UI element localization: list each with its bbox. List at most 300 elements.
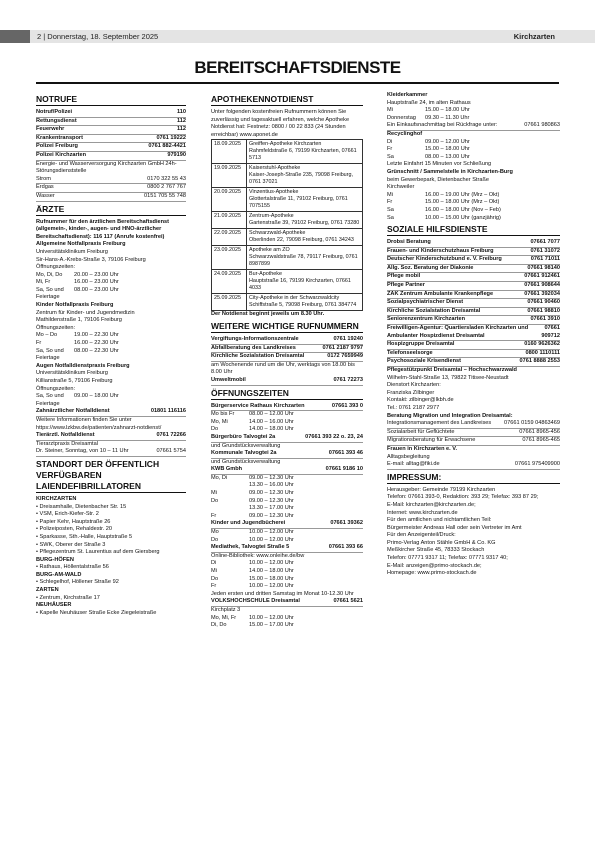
hours-time: 16.00 – 22.30 Uhr (74, 340, 119, 347)
row-value: 0172 7659949 (327, 353, 363, 360)
hours-time: 15.00 – 18.00 Uhr (Mrz – Okt) (425, 199, 500, 206)
page-title: BEREITSCHAFTSDIENSTE (36, 58, 559, 84)
hours-day: Mo – Do (36, 332, 58, 339)
text-line: Öffnungszeiten: (36, 264, 76, 271)
text-line: Meßkircher Straße 45, 78333 Stockach (387, 547, 485, 554)
row-value: 0761 8888 2553 (519, 358, 560, 365)
hours-time: 15.00 – 17.00 Uhr (249, 622, 294, 629)
defi-item: • Sparkasse, Sth.-Halle, Hauptstraße 5 (36, 533, 133, 540)
text-line: Franziska Zilbinger (387, 389, 435, 396)
gruen-title: Grünschnitt / Sammelstelle in Kirchzarten-Burg (387, 168, 513, 175)
hours-time: 19.00 – 22.30 Uhr (74, 332, 119, 339)
hours-day: Mi (211, 490, 217, 497)
row-label: Integrationsmanagement des Landkreises (387, 420, 492, 427)
apotheke-row (212, 270, 363, 294)
apotheke-info: Schwarzwald-Apotheke Oberlinden 22, 79098 Freiburg, 0761 34243 (247, 229, 363, 246)
row-value: 112 (176, 126, 186, 133)
practice-title: Augen Notfalldienstpraxis Freiburg (36, 362, 130, 369)
hours-time: 10.00 – 12.00 Uhr (249, 583, 294, 590)
hours-day: Do (211, 497, 219, 504)
info-row (387, 273, 560, 282)
apotheke-date: 19.09.2025 (212, 164, 247, 188)
apotheke-row (212, 164, 363, 188)
text-line: Öffnungszeiten: (36, 385, 76, 392)
apotheke-info: Bur-Apotheke Hauptstraße 16, 79199 Kirchzarten, 07661 4033 (247, 270, 363, 294)
row-value: 0761 71011 (530, 256, 560, 263)
hours-time: 09.30 – 11.30 Uhr (425, 114, 470, 121)
hours-day: Fr (211, 512, 217, 519)
hours-day: Mo, Mi, Fr (211, 614, 237, 621)
oeffnung-title-row (211, 434, 363, 443)
apotheke-date: 22.09.2025 (212, 229, 247, 246)
info-row (387, 308, 560, 317)
defi-item: • Zentrum, Kirchstraße 17 (36, 594, 100, 601)
defi-group-name: BURG-HÖFEN (36, 556, 74, 563)
text-line: Killianstraße 5, 79106 Freiburg (36, 378, 113, 384)
text-line: Telefon: 07661 393-0, Redaktion: 393 29; Telefax: 393 87 29; (387, 494, 539, 501)
text-line: Öffnungszeiten: (36, 324, 76, 331)
hours-time: 13.30 – 16.00 Uhr (249, 482, 294, 489)
hours-grid (387, 107, 560, 122)
defi-heading: STANDORT DER ÖFFENTLICH VERFÜGBAREN LAIENDEFIBRILLATOREN (36, 459, 186, 493)
apotheke-row (212, 140, 363, 164)
oeffnung-sub: Kirchplatz 3 (211, 606, 241, 613)
apotheke-info: Greiffen-Apotheke Kirchzarten Rahmfeldstraße 6, 79199 Kirchzarten, 07661 5713 (247, 140, 363, 164)
notrufe-heading: NOTRUFE (36, 94, 186, 106)
apotheke-info: Kaiserstuhl-Apotheke Kaiser-Joseph-Straße 235, 79098 Freiburg, 0761 37021 (247, 164, 363, 188)
row-value: 979190 (167, 151, 186, 158)
oeffnung-text: und Grundstücksverwaltung (211, 458, 281, 465)
oeffnung-title: Bürgerbüro Talvogtei 2a (211, 433, 276, 440)
row-value: 0800 2 767 767 (147, 184, 186, 191)
info-row (387, 350, 560, 359)
info-row (387, 420, 560, 429)
hours-grid (211, 475, 363, 521)
hours-grid (211, 411, 363, 434)
hours-day: Di (211, 560, 217, 567)
apotheken-table (211, 139, 363, 311)
frauen-phone: 07661 975409900 (514, 461, 560, 468)
row-label: Notruf/Polizei (36, 109, 73, 115)
defi-item: • Kapelle Neuhäuser Straße Ecke Ziegeleistraße (36, 609, 157, 616)
hours-day: Fr (387, 146, 393, 153)
defi-item-text: SWK, Oberer der Straße 3 (39, 541, 106, 548)
hours-time: 08.00 – 13.00 Uhr (425, 153, 470, 160)
oeffnung-title: Kommunale Talvogtei 2a (211, 450, 277, 457)
row-value: 0170 322 55 43 (147, 175, 186, 182)
row-label: Seniorenzentrum Kirchzarten (387, 316, 466, 323)
text-line: beim Gewerbepark, Dietenbacher Straße (387, 176, 489, 183)
hours-day: Do (211, 575, 219, 582)
defi-item-text: Schlegelhof, Höllener Straße 92 (39, 579, 119, 586)
info-row (211, 353, 363, 362)
page-number-block (0, 30, 30, 43)
hours-time: 14.00 – 18.00 Uhr (249, 568, 294, 574)
oeffnung-title-row (211, 520, 363, 529)
oeffnung-title: VOLKSHOCHSCHULE Dreisamtal (211, 598, 300, 605)
row-label: Polizei Freiburg (36, 143, 78, 150)
apotheke-date: 21.09.2025 (212, 212, 247, 229)
zahn-row: Zahnärztlicher Notfalldienst 01801 116116 (36, 408, 186, 417)
oeffnung-title-row (211, 466, 363, 475)
defi-item-text: Zentrum, Kirchstraße 17 (39, 594, 100, 601)
text-line: Bürgermeister Andreas Hall oder sein Vertreter im Amt (387, 524, 522, 531)
practice-title: Kinder Notfallpraxis Freiburg (36, 302, 114, 309)
apotheke-info: Vinzentius-Apotheke Glottertalstraße 11, 79102 Freiburg, 0761 7075155 (247, 188, 363, 212)
aerzte-heading: ÄRZTE (36, 204, 186, 216)
kleider-note (387, 122, 560, 131)
header-section: Kirchzarten (513, 32, 555, 41)
text-line: Universitätsklinikum Freiburg (36, 248, 108, 255)
practice-title: Allgemeine Notfallpraxis Freiburg (36, 241, 126, 248)
defi-item: • Rathaus, Höllentalstraße 56 (36, 564, 109, 571)
hours-day (211, 482, 249, 490)
hours-time: 10.00 – 15.00 Uhr (ganzjährig) (425, 214, 501, 221)
apotheke-row (212, 246, 363, 270)
text-line: Sir-Hans-A.-Krebs-Straße 3, 79106 Freiburg (36, 256, 146, 263)
apotheken-note: Der Notdienst beginnt jeweils um 8.30 Uhr. (211, 311, 325, 318)
row-label: Frauen- und Kinderschutzhaus Freiburg (387, 247, 494, 254)
hours-day: Mi, Fr (36, 279, 51, 286)
row-value: 07661 3910 (530, 316, 560, 323)
info-row (36, 109, 186, 118)
text-line: Alltagsbegleitung (387, 453, 430, 460)
info-row (387, 429, 560, 438)
hours-time: 08.00 – 22.30 Uhr (74, 347, 119, 354)
frauen-title: Frauen in Kirchzarten e. V. (387, 445, 458, 452)
hours-day: Do (211, 536, 219, 543)
oeffnung-title: Kinder und Jugendbücherei (211, 520, 286, 527)
column-2 (211, 92, 363, 630)
row-label: Pflege mobil (387, 273, 421, 280)
hours-grid (36, 272, 186, 302)
row-label: ZAK Zentrum Ambulante Krankenpflege (387, 290, 494, 297)
defi-item-text: VSM, Erich-Kiefer-Str. 2 (39, 511, 99, 518)
defi-item-text: Polizeiposten, Rehaldestr. 20 (39, 526, 112, 533)
defi-item-text: Dreisamhalle, Dietenbacher Str. 15 (39, 503, 127, 510)
frauen-contact (387, 461, 560, 470)
hours-day: Mo, Mi (211, 418, 228, 425)
info-row (387, 299, 560, 308)
row-label: Drobsi Beratung (387, 239, 431, 246)
defi-item: • Polizeiposten, Rehaldestr. 20 (36, 526, 112, 533)
row-label: Vergiftungs-Informationszentrale (211, 335, 299, 342)
row-value: 112 (176, 117, 186, 124)
hours-day: Di (387, 138, 393, 145)
row-value: 07661 908644 (524, 282, 560, 289)
defi-item: • VSM, Erich-Kiefer-Str. 2 (36, 511, 99, 518)
hours-time: 16.00 – 23.00 Uhr (74, 279, 119, 286)
text-line: Für den amtlichen und nichtamtlichen Teil: (387, 517, 492, 524)
hours-time: 08.00 – 12.00 Uhr (249, 411, 294, 418)
text-line: Zentrum für Kinder- und Jugendmedizin (36, 309, 135, 316)
hours-time: 09.00 – 18.00 Uhr (74, 393, 119, 400)
row-value: 07661 98140 (527, 264, 560, 271)
row-label: Kirchliche Sozialstation Dreisamtal (387, 307, 481, 314)
row-label: Feuerwehr (36, 126, 65, 133)
row-label: Allg. Soz. Beratung der Diakonie (387, 264, 474, 271)
hours-grid (387, 139, 560, 162)
zahn-text: Weitere Informationen finden Sie unter https://www.lzkbw.de/patienten/zahnarzt-notdienst/ (36, 416, 162, 431)
defi-item-text: Kapelle Neuhäuser Straße Ecke Ziegeleistraße (39, 609, 157, 616)
defi-item-text: Sparkasse, Sth.-Halle, Hauptstraße 5 (39, 533, 133, 540)
hours-day: Mo, Di, Do (36, 271, 63, 278)
aerzte-intro: Rufnummer für den ärztlichen Bereitschaftsdienst (allgemein-, kinder-, augen- und HNO-ärztlicher Bereitschaftsdienst): 116 117 (Anrufe kostenfrei) (36, 218, 170, 240)
apotheke-date: 25.09.2025 (212, 294, 247, 311)
info-row (387, 248, 560, 257)
recycling-note: Letzte Einfahrt 15 Minuten vor Schließung (387, 161, 492, 168)
row-value: 07661 8965-456 (519, 428, 560, 435)
text-line: Kirchweiler (387, 184, 415, 191)
hours-day: Mo bis Fr (211, 411, 235, 418)
defi-item: • Schlegelhof, Höllener Straße 92 (36, 579, 119, 586)
hours-time: 09.00 – 12.30 Uhr (249, 512, 294, 519)
oeffnung-title-row (211, 598, 363, 607)
info-row (387, 256, 560, 265)
oeffnung-phone: 07661 5621 (333, 598, 363, 605)
hours-time: 15.00 – 18.00 Uhr (425, 107, 470, 114)
hours-time: 09.00 – 12.30 Uhr (249, 474, 294, 481)
row-value: 07661 912461 (524, 273, 560, 280)
row-label: Strom (36, 175, 51, 182)
text-line: Für den Anzeigenteil/Druck: (387, 532, 456, 539)
oeffnung-note: Jeden ersten und dritten Samstag im Monat 10-12.30 Uhr (211, 590, 354, 597)
hours-day: Di, Do (211, 622, 227, 629)
row-label: Telefonseelsorge (387, 349, 433, 356)
tier-text: Tierarztpraxis Dreisamtal (36, 440, 98, 447)
info-row (36, 152, 186, 161)
row-label: Sozialarbeit für Geflüchtete (387, 428, 455, 435)
oeffnung-phone: 07661 39362 (330, 520, 363, 527)
tier-row: Tierärztl. Notfalldienst 0761 72266 (36, 432, 186, 441)
info-row (36, 143, 186, 152)
row-label: Pflege Partner (387, 282, 425, 289)
oeffnung-title-row (211, 403, 363, 412)
apotheken-intro: Unter folgenden kostenfreien Rufnummern können Sie zuverlässig und tagesaktuell erfahren, welche Apotheke Notdienst hat: Festnetz: 0800 / 00 22 833 (24 Stunden erreichbar) www.aponet.de (211, 109, 350, 138)
hours-time: 10.00 – 12.00 Uhr (249, 529, 294, 536)
info-row (387, 437, 560, 446)
weitere-heading: WEITERE WICHTIGE RUFNUMMERN (211, 321, 363, 333)
hours-day: Fr (211, 583, 217, 590)
tier2-row: Dr. Steiner, Sonntag, von 10 – 11 Uhr 07661 5754 (36, 448, 186, 457)
hours-day: Sa, So und Feiertage (36, 347, 64, 362)
apotheke-info: City-Apotheke in der Schwarzwaldcity Schiffstraße 5, 79098 Freiburg, 0761 384774 (247, 294, 363, 311)
hours-time: 13.30 – 17.00 Uhr (249, 505, 294, 512)
hours-day: Sa, So und Feiertage (36, 286, 64, 301)
info-row (36, 176, 186, 185)
row-label: Kirchliche Sozialstation Dreisamtal (211, 353, 305, 360)
row-value: 07661 909712 (541, 325, 560, 339)
frauen-email: E-mail: alltag@fiki.de (387, 461, 440, 468)
hours-day: Sa (387, 153, 394, 160)
hours-time: 15.00 – 18.00 Uhr (425, 146, 470, 153)
note-phone: 07661 980863 (524, 122, 560, 129)
oeffnung-phone: 07661 393 46 (328, 450, 363, 457)
info-row (387, 325, 560, 341)
text-line: Internet: www.kirchzarten.de (387, 509, 458, 516)
hours-day: Donnerstag (387, 114, 416, 121)
apotheke-row (212, 188, 363, 212)
hours-time: 08.00 – 23.00 Uhr (74, 286, 119, 293)
text-line: Herausgeber: Gemeinde 79199 Kirchzarten (387, 486, 496, 493)
hours-day: Fr (36, 340, 42, 347)
text-line: Homepage: www.primo-stockach.de (387, 570, 477, 577)
row-value: 0160 9626362 (524, 341, 560, 348)
row-label: Wasser (36, 192, 55, 199)
text-line: Telefon: 07771 9317 11; Telefax: 07771 9317 40; (387, 555, 508, 562)
apotheke-row (212, 229, 363, 246)
defi-item-text: Papier Kehr, Hauptstraße 26 (39, 518, 111, 525)
hours-day: Fr (387, 199, 393, 206)
oeffnung-text: und Grundstücksverwaltung (211, 442, 281, 449)
info-row (387, 316, 560, 325)
umwelt-row: Umweltmobil 0761 72273 (211, 377, 363, 386)
hours-time: 10.00 – 12.00 Uhr (249, 536, 294, 543)
row-label: Abfallberatung des Landkreises (211, 344, 296, 351)
row-label: Hospizgruppe Dreisamtal (387, 341, 455, 348)
oeffnung-title: Bürgerservice Rathaus Kirchzarten (211, 402, 305, 409)
hours-time: 09.00 – 12.00 Uhr (425, 138, 470, 145)
defi-group-name: BURG-AM-WALD (36, 571, 82, 578)
oeffnung-title-row (211, 544, 363, 553)
defi-group-name: ZARTEN (36, 587, 59, 594)
hours-time: 16.00 – 19.00 Uhr (Mrz – Okt) (425, 191, 500, 198)
row-label: Migrationsberatung für Erwachsene (387, 437, 476, 444)
info-row (211, 345, 363, 354)
apotheke-date: 24.09.2025 (212, 270, 247, 294)
hours-time: 10.00 – 12.00 Uhr (249, 614, 294, 621)
hours-day: Sa (387, 214, 394, 221)
apotheke-info: Apotheke am ZO Schwarzwaldstraße 78, 79117 Freiburg, 0761 8987899 (247, 246, 363, 270)
hours-day: Do (211, 426, 219, 433)
info-row (36, 118, 186, 127)
row-value: 07661 7077 (530, 239, 560, 246)
defi-item: • Dreisamhalle, Dietenbacher Str. 15 (36, 503, 127, 510)
hours-time: 16.00 – 18.00 Uhr (Nov – Feb) (425, 206, 501, 213)
defi-group-name: NEUHÄUSER (36, 602, 72, 609)
text-line: Primo-Verlag Anton Stähle GmbH & Co. KG (387, 539, 496, 546)
oeffnung-phone: 07661 393 0 (331, 402, 363, 409)
apotheke-row (212, 212, 363, 229)
defi-item: • SWK, Oberer der Straße 3 (36, 541, 106, 548)
impressum-heading: IMPRESSUM: (387, 472, 560, 484)
beratung-title: Beratung Migration und Integration Dreisamtal: (387, 412, 513, 419)
row-value: 0800 1110111 (525, 349, 560, 356)
oeffnung-title: Mediathek, Talvogtei Straße 5 (211, 544, 290, 551)
row-label: Rettungsdienst (36, 117, 77, 124)
oeffnung-phone: 07661 9186 10 (325, 466, 363, 473)
row-value: 07661 98810 (527, 307, 560, 314)
info-row (387, 282, 560, 291)
apotheken-heading: APOTHEKENNOTDIENST (211, 94, 363, 106)
row-value: 07661 392034 (524, 290, 560, 297)
oeffnung-phone: 07661 393 22 o. 23, 24 (305, 433, 363, 440)
kleider-title: Kleiderkammer (387, 92, 428, 98)
hours-day: Mo (211, 529, 219, 536)
hours-grid (387, 192, 560, 222)
info-row (36, 135, 186, 144)
info-row (387, 358, 560, 367)
info-row (387, 265, 560, 274)
info-row (387, 239, 560, 248)
hours-time: 14.00 – 18.00 Uhr (249, 426, 294, 433)
oeffnung-phone: 07661 393 66 (328, 544, 363, 551)
apotheke-date: 20.09.2025 (212, 188, 247, 212)
row-value: 07661 0159 04863469 (504, 420, 560, 427)
header-bar (0, 30, 595, 43)
text-line: Mathildenstraße 1, 79106 Freiburg (36, 317, 122, 324)
text-line: Wilhelm-Stahl-Straße 13, 79822 Titisee-Neustadt (387, 374, 509, 381)
column-3 (387, 92, 560, 578)
row-value: 0761 2187 9797 (322, 344, 363, 351)
hours-day (211, 505, 249, 513)
info-row (211, 336, 363, 345)
info-row (387, 291, 560, 300)
energie-text: Energie- und Wasserversorgung Kirchzarten GmbH 24h-Störungsdienststelle (36, 160, 177, 175)
recycling-title: Recyclinghof (387, 130, 423, 137)
oeffnung-title-row (211, 450, 363, 459)
row-value: 0761 19240 (333, 335, 363, 342)
text-line: E-Mail: anzeigen@primo-stockach.de; (387, 562, 482, 569)
hours-grid (211, 529, 363, 544)
apotheke-info: Zentrum-Apotheke Gartenstraße 39, 79102 Freiburg, 0761 73280 (247, 212, 363, 229)
hours-day: Sa, So und Feiertage (36, 393, 64, 407)
note-text: Ein Einkaufsnachmittag bei Rückfrage unter: (387, 122, 498, 129)
hours-day: Mi (387, 191, 393, 198)
pflege-phone: Tel.: 0761 2187 2977 (387, 404, 440, 411)
row-label: Krankentransport (36, 134, 83, 141)
defi-item-text: Pflegezentrum St. Laurentius auf dem Giersberg (39, 549, 160, 556)
row-value: 0761 19222 (156, 134, 186, 141)
text-line: E-Mail: kirchzarten@kirchzarten.de; (387, 501, 476, 508)
row-label: Sozialpsychiatrischer Dienst (387, 299, 464, 306)
pflege-title: Pflegestützpunkt Dreisamtal – Hochschwarzwald (387, 367, 517, 373)
row-label: Psychosoziale Krisendienst (387, 358, 461, 365)
hours-day: Sa (387, 206, 394, 213)
hours-time: 09.00 – 12.30 Uhr (249, 497, 294, 504)
weitere-note: am Wochenende rund um die Uhr, werktags von 18.00 bis 8.00 Uhr (211, 361, 355, 376)
oeffnung-heading: ÖFFNUNGSZEITEN (211, 388, 363, 400)
hours-grid (211, 560, 363, 590)
apotheke-row (212, 294, 363, 311)
hours-day: Mo, Di (211, 474, 228, 481)
row-label: Deutscher Kinderschutzbund e. V. Freiburg (387, 256, 502, 263)
row-label: Erdgas (36, 184, 54, 191)
oeffnung-text: Online-Bibliothek: www.onleihe.de/bw (211, 552, 305, 559)
hours-grid (36, 332, 186, 362)
apotheke-date: 23.09.2025 (212, 246, 247, 270)
row-value: 0761 882-4421 (148, 143, 186, 150)
row-label: Polizei Kirchzarten (36, 151, 87, 158)
row-label: Freiwilligen-Agentur: Quartiersladen Kirchzarten und Ambulanter Hospizdienst Dreisamtal (387, 325, 529, 339)
text-line: Kontakt: zilbinger@lkbh.de (387, 397, 454, 404)
row-value: 0761 8965-465 (522, 437, 560, 444)
text-line: Dienstort Kirchzarten: (387, 382, 441, 389)
info-row (387, 341, 560, 350)
row-value: 0151 705 55 748 (144, 192, 186, 199)
defi-group-name: KIRCHZARTEN (36, 495, 77, 502)
defi-item: • Pflegezentrum St. Laurentius auf dem Giersberg (36, 549, 160, 556)
hours-day: Mi (387, 107, 393, 114)
text-line: Hauptstraße 24, im alten Rathaus (387, 99, 471, 106)
info-row (36, 126, 186, 135)
row-value: 07661 90460 (527, 299, 560, 306)
info-row (36, 184, 186, 193)
info-row (36, 193, 186, 202)
hours-time: 14.00 – 16.00 Uhr (249, 418, 294, 425)
hours-time: 20.00 – 23.00 Uhr (74, 271, 119, 278)
hours-day: Mi (211, 568, 217, 574)
